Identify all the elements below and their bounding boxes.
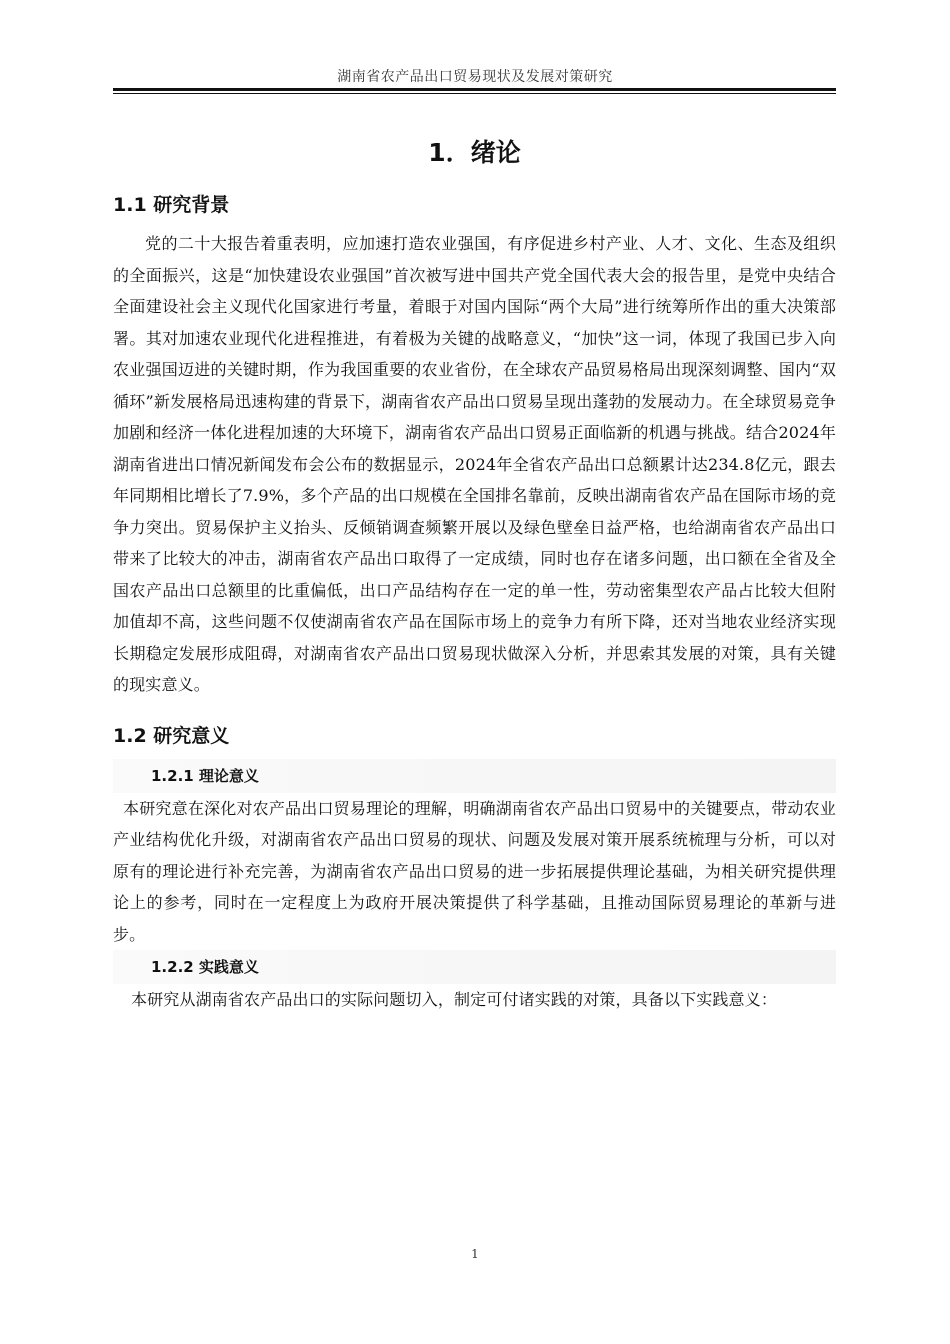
header-rule-secondary [113, 93, 836, 94]
paragraph-practical-significance: 本研究从湖南省农产品出口的实际问题切入，制定可付诸实践的对策，具备以下实践意义： [131, 990, 778, 1009]
subsection-heading-theoretical-significance: 1.2.1 理论意义 [113, 759, 836, 793]
section-heading-research-background: 1.1 研究背景 [113, 194, 230, 216]
paragraph-theoretical-significance: 本研究意在深化对农产品出口贸易理论的理解，明确湖南省农产品出口贸易中的关键要点，带动农业产业结构优化升级，对湖南省农产品出口贸易的现状、问题及发展对策开展系统梳理与分析，可以对原有的理论进行补充完善，为湖南省农产品出口贸易的进一步拓展提供理论基础，为相关研究提供理论上的参考，同时在一定程度上为政府开展决策提供了科学基础，且推动国际贸易理论的革新与进步。 [113, 798, 836, 944]
running-header: 湖南省农产品出口贸易现状及发展对策研究 [337, 69, 613, 85]
section-heading-research-significance: 1.2 研究意义 [113, 724, 230, 747]
paragraph-research-background: 党的二十大报告着重表明，应加速打造农业强国，有序促进乡村产业、人才、文化、生态及组织的全面振兴，这是“加快建设农业强国”首次被写进中国共产党全国代表大会的报告里，是党中央结合全面建设社会主义现代化国家进行考量，着眼于对国内国际“两个大局”进行统筹所作出的重大决策部署。其对加速农业现代化进程推进，有着极为关键的战略意义，“加快”这一词，体现了我国已步入向农业强国迈进的关键时期，作为我国重要的农业省份，在全球农产品贸易格局出现深刻调整、国内“双循环”新发展格局迅速构建的背景下，湖南省农产品出口贸易呈现出蓬勃的发展动力。在全球贸易竞争加剧和经济一体化进程加速的大环境下，湖南省农产品出口贸易正面临新的机遇与挑战。结合2024年湖南省进出口情况新闻发布会公布的数据显示，2024年全省农产品出口总额累计达234.8亿元，跟去年同期相比增长了7.9%，多个产品的出口规模在全国排名靠前，反映出湖南省农产品在国际市场的竞争力突出。贸易保护主义抬头、反倾销调查频繁开展以及绿色壁垒日益严格，也给湖南省农产品出口带来了比较大的冲击，湖南省农产品出口取得了一定成绩，同时也存在诸多问题，出口额在全省及全国农产品出口总额里的比重偏低，出口产品结构存在一定的单一性，劳动密集型农产品占比较大但附加值却不高，这些问题不仅使湖南省农产品在国际市场上的竞争力有所下降，还对当地农业经济实现长期稳定发展形成阻碍，对湖南省农产品出口贸易现状做深入分析，并思索其发展的对策，具有关键的现实意义。 [113, 234, 836, 694]
chapter-title: 1．绪论 [428, 138, 521, 167]
page-number: 1 [471, 1247, 479, 1261]
page-body [113, 124, 836, 1016]
header-rule [113, 88, 836, 91]
subsection-heading-practical-significance: 1.2.2 实践意义 [113, 950, 836, 984]
